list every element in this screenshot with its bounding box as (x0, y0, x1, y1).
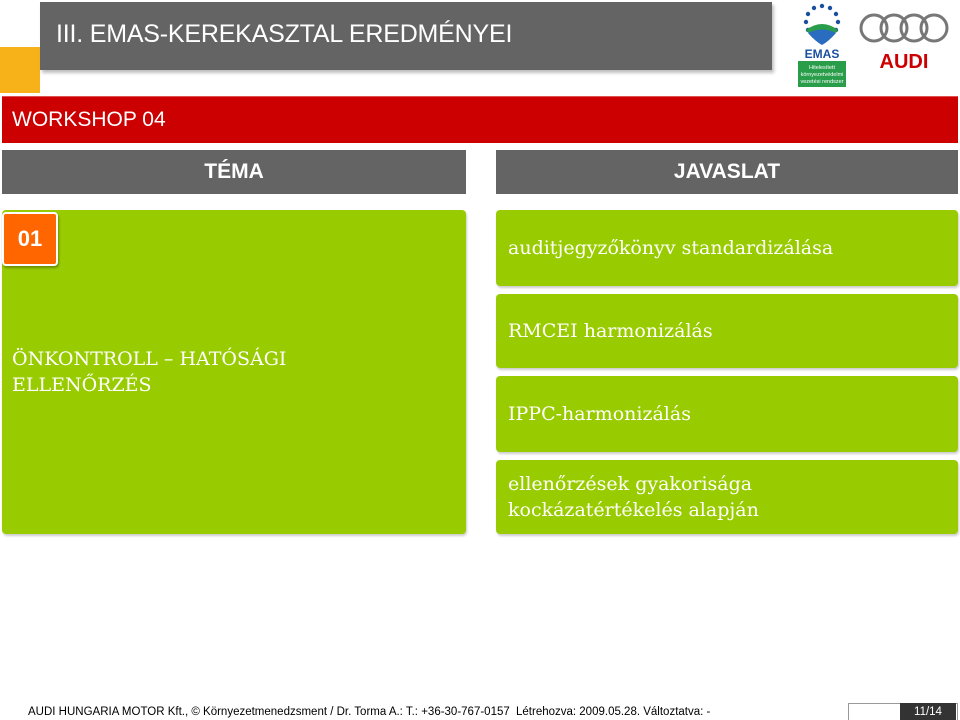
emas-text: EMAS (804, 47, 840, 61)
slide-title: III. EMAS-KEREKASZTAL EREDMÉNYEI (56, 20, 513, 48)
proposal-4-line-1: ellenőrzések gyakorisága (508, 473, 753, 495)
footer-dates: Létrehozva: 2009.05.28. Változtatva: - (516, 706, 711, 718)
header-tema: TÉMA (2, 150, 466, 194)
svg-text:vezetési rendszer: vezetési rendszer (800, 79, 844, 85)
accent-square (0, 47, 40, 93)
topic-text (12, 346, 286, 398)
topic-line-1: ÖNKONTROLL – HATÓSÁGI (12, 348, 287, 370)
footer-author: AUDI HUNGARIA MOTOR Kft., © Környezetmenedzsment / Dr. Torma A.: T.: +36-30-767-0157 (28, 706, 510, 718)
proposal-text-1: auditjegyzőkönyv standardizálása (508, 237, 834, 259)
audi-logo (858, 8, 950, 72)
proposal-text-4 (508, 471, 759, 523)
header-javaslat: JAVASLAT (496, 150, 958, 194)
topic-line-2: ELLENŐRZÉS (12, 374, 152, 396)
audi-text: AUDI (879, 51, 929, 72)
page-number: 11/14 (900, 703, 956, 720)
emas-logo (794, 0, 850, 92)
proposal-4-line-2: kockázatértékelés alapján (508, 499, 759, 521)
workshop-label: WORKSHOP 04 (12, 108, 166, 131)
proposal-text-3: IPPC-harmonizálás (508, 403, 691, 425)
proposal-text-2: RMCEI harmonizálás (508, 320, 713, 342)
svg-text:környezetvédelmi: környezetvédelmi (800, 72, 844, 78)
svg-text:Hitelesített: Hitelesített (809, 65, 835, 71)
topic-number-badge: 01 (2, 212, 58, 266)
